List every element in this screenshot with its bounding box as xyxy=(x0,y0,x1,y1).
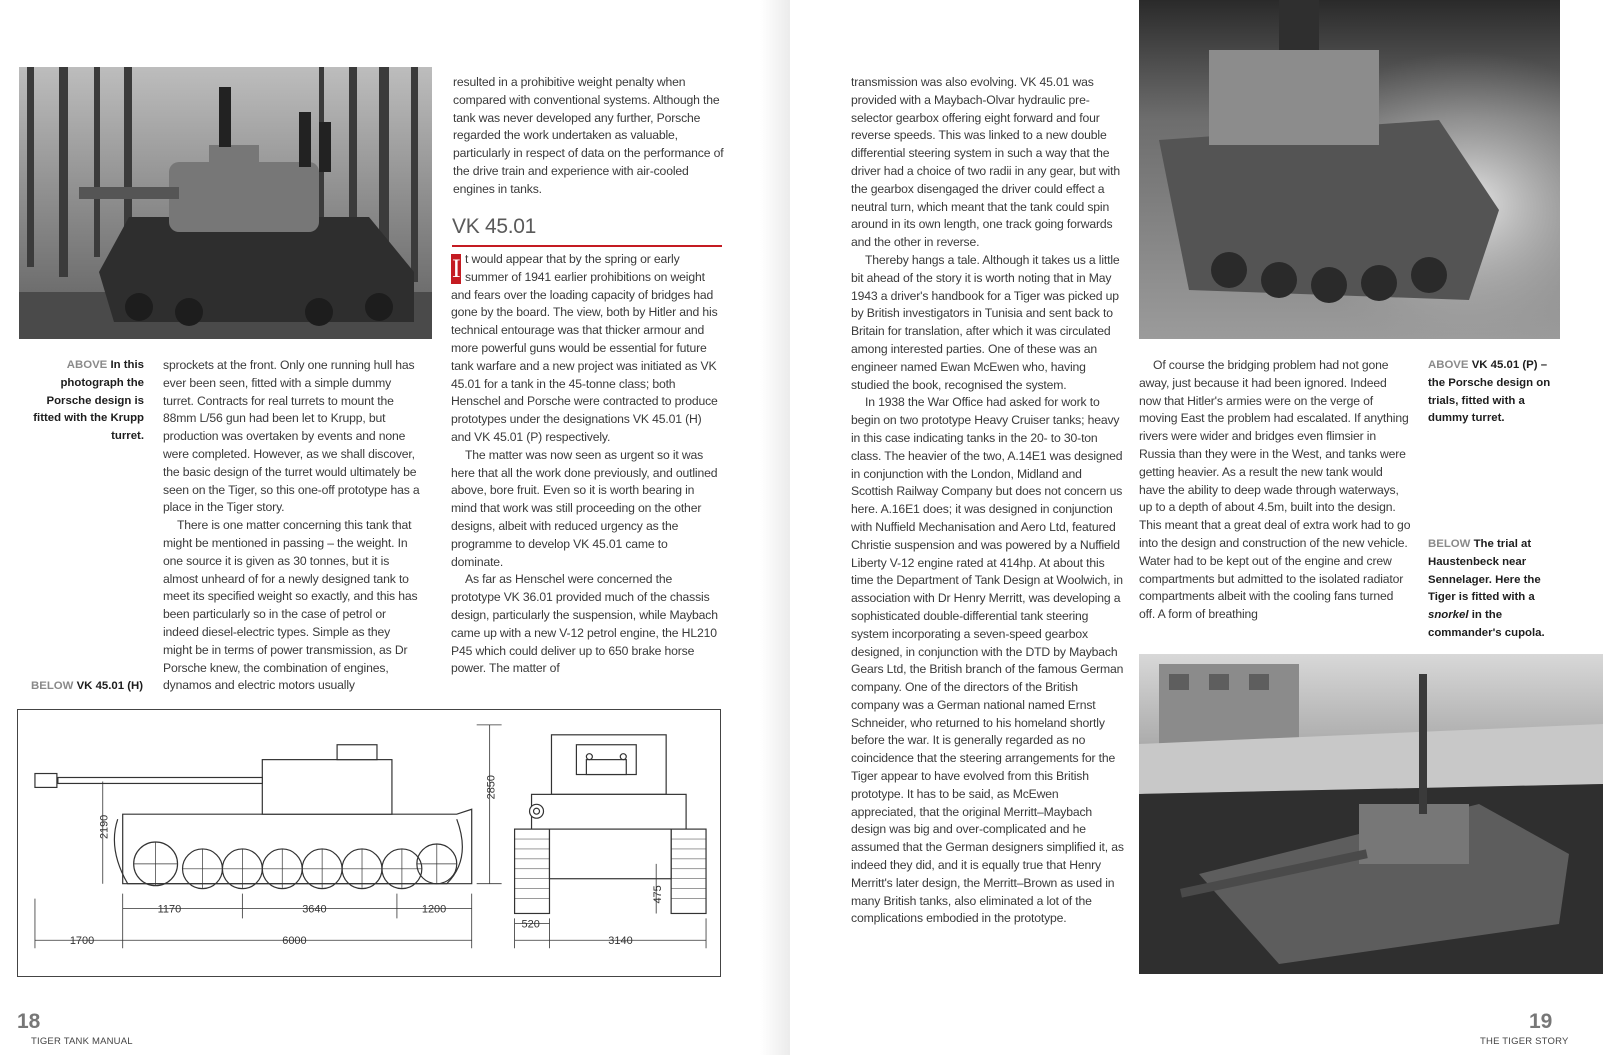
section-heading: VK 45.01 xyxy=(452,215,536,238)
paragraph xyxy=(451,251,723,447)
dropcap xyxy=(451,254,461,284)
dim-label: 2850 xyxy=(485,775,498,800)
right-column-1 xyxy=(851,74,1126,928)
left-page xyxy=(0,0,790,1055)
photo-porsche-krupp-turret xyxy=(19,67,432,339)
caption-text: VK 45.01 (P) – the Porsche design on trials, fitted with a dummy turret. xyxy=(1428,359,1551,425)
caption-text: The trial at Haustenbeck near Sennelager. Here the Tiger is fitted with a xyxy=(1428,538,1541,604)
dim-label: 6000 xyxy=(282,935,307,948)
paragraph: The matter was now seen as urgent so it was here that all the work done previously, and outlined above, bore fruit. Even so it is worth bearing in mind that work was still proceeding on the other designs, albeit with reduced urgency as the programme to develop VK 45.01 came to dominate. xyxy=(451,447,718,569)
dim-label: 1170 xyxy=(157,903,182,916)
caption-emphasis: snorkel xyxy=(1428,609,1469,622)
dim-label: 1200 xyxy=(421,903,447,916)
photo-caption-above-right xyxy=(1428,357,1558,428)
dim-label: 3640 xyxy=(302,903,327,916)
side-view-gun xyxy=(58,777,262,783)
running-title-left: TIGER TANK MANUAL xyxy=(31,1036,133,1047)
photo-caption-below-right xyxy=(1428,536,1558,643)
page-number-right: 19 xyxy=(1529,1010,1553,1033)
paragraph: There is one matter concerning this tank that might be mentioned in passing – the weight. In one source it is given as 30 tonnes, but it is almost unheard of for a newly designed tank to meet its specified weight so exactly, and this has been particularly so in the case of petrol or indeed diesel-electric types. Simple as they might be in terms of power transmission, as Dr Porsche knew, the combination of engines, dynamos and electric motors usually xyxy=(163,518,418,693)
side-view-turret xyxy=(262,760,392,815)
page-number-left: 18 xyxy=(17,1010,41,1033)
paragraph: Of course the bridging problem had not gone away, just because it had been ignored. Indeed now that Hitler's armies were on the verge of moving East the problem had escalated. If anything rivers were wider and bridges even flimsier in Russia than they were in the West, and tanks were getting heavier. As a result the new tank would have the ability to deep wade through waterways, up to a depth of about 4.5m, built into the design. This meant that a great deal of extra work had to go into the design and construction of the new vehicle. Water had to be kept out of the engine and crew compartments but admitted to the isolated radiator compartments albeit with the cooling fans turned off. A form of breathing xyxy=(1139,358,1411,622)
section-heading-rule xyxy=(452,245,722,247)
technical-drawing-vk4501h xyxy=(17,709,721,977)
caption-tag: BELOW xyxy=(31,680,74,692)
caption-text: in the commander's cupola. xyxy=(1428,609,1545,639)
dim-label: 475 xyxy=(652,885,665,904)
right-column-2 xyxy=(1139,357,1411,624)
dim-label: 520 xyxy=(521,918,540,931)
right-page xyxy=(790,0,1605,1055)
paragraph: Thereby hangs a tale. Although it takes us a little bit ahead of the story it is worth noting that in May 1943 a driver's handbook for a Tiger was picked up by British investigators in Tunisia and sent back to Britain for translation, after which it was circulated among interested parties. One of these was an engineer named Ewan McEwen who, having studied the book, recognised the system. xyxy=(851,252,1120,392)
dim-label: 2190 xyxy=(98,814,111,840)
caption-text: In this photograph the Porsche design is fitted with the Krupp turret. xyxy=(33,359,144,443)
left-column-1 xyxy=(163,357,422,695)
paragraph: transmission was also evolving. VK 45.01 was provided with a Maybach-Olvar hydraulic pre-selector gearbox offering eight forward and four reverse speeds. This was linked to a new double differential steering system in such a way that the driver had a choice of two radii in any gear, but with the gearbox disengaged the driver could effect a neutral turn, which meant that the tank could spin around in its own length, one track going forwards and the other in reverse. xyxy=(851,75,1120,250)
dim-label: 3140 xyxy=(608,935,633,948)
caption-tag: ABOVE xyxy=(66,359,108,371)
paragraph: resulted in a prohibitive weight penalty when compared with conventional systems. Although the tank was never developed any further, Porsche regarded the work undertaken as valuable, particularly in respect of data on the performance of the drive train and experience with air-cooled engines in tanks. xyxy=(453,75,724,196)
photo-caption-above xyxy=(28,357,144,446)
left-column-2-top xyxy=(453,74,725,199)
caption-tag: BELOW xyxy=(1428,538,1471,550)
running-title-right: THE TIGER STORY xyxy=(1480,1036,1569,1047)
photo-haustenbeck-wading-trial xyxy=(1139,654,1603,974)
paragraph: In 1938 the War Office had asked for work to begin on two prototype Heavy Cruiser tanks; heavy in this case indicating tanks in the 20- to 30-ton class. The heavier of the two, A.14E1 was designed in conjunction with the London, Midland and Scottish Railway Company but does not concern us here. A.16E1 does; it was designed in conjunction with Nuffield Mechanisation and Aero Ltd, featured Christie suspension and was powered by a Nuffield Liberty V-12 engine rated at 414hp. At about this time the Department of Tank Design at Woolwich, in association with Dr Henry Merritt, was developing a sophisticated double-differential tank steering system incorporating a seven-speed gearbox designed, in conjunction with the DTD by Maybach Gears Ltd, the British branch of the famous German company. One of the directors of the British company was a German national named Ernst Schneider, who returned to his homeland shortly before the war. It is generally regarded as no coincidence that the steering arrangements for the Tiger appear to have evolved from this British prototype. It has to be said, as McEwen appreciated, that the original Merritt–Maybach design was big and over-complicated and he assumed that the German designers simplified it, as indeed they did, and it is equally true that Henry Merritt's later design, the Merritt–Brown as used in many British tanks, also eliminated a lot of the complications embodied in the prototype. xyxy=(851,395,1124,926)
left-column-2 xyxy=(451,251,723,678)
paragraph: sprockets at the front. Only one running hull has ever been seen, fitted with a simple dummy turret. Contracts for real turrets to mount the 88mm L/56 gun had been let to Krupp, but production was overtaken by events and none were completed. However, as we shall discover, the basic design of the turret would ultimately be seen on the Tiger, so this one-off prototype has a place in the Tiger story. xyxy=(163,358,420,515)
caption-tag: ABOVE xyxy=(1428,359,1469,371)
dropcap-letter: I xyxy=(452,254,461,283)
photo-porsche-trials xyxy=(1139,0,1560,339)
front-view xyxy=(515,735,706,914)
caption-text: VK 45.01 (H) xyxy=(76,680,144,692)
paragraph: As far as Henschel were concerned the prototype VK 36.01 provided much of the chassis design, particularly the suspension, while Maybach came up with a new V-12 petrol engine, the HL210 P45 which could deliver up to 650 brake horse power. The matter of xyxy=(451,572,718,676)
paragraph-text: t would appear that by the spring or early summer of 1941 earlier prohibitions on weight and fears over the loading capacity of bridges had gone by the board. The view, both by Hitler and his technical entourage was that thicker armour and more powerful guns would be essential for future tank warfare and a new project was initiated as VK 45.01 for a tank in the 45-tonne class; both Henschel and Porsche were contracted to produce prototypes under the designations VK 45.01 (H) and VK 45.01 (P) respectively. xyxy=(451,252,718,444)
drawing-caption-below xyxy=(31,678,161,696)
dim-label: 1700 xyxy=(69,935,95,948)
